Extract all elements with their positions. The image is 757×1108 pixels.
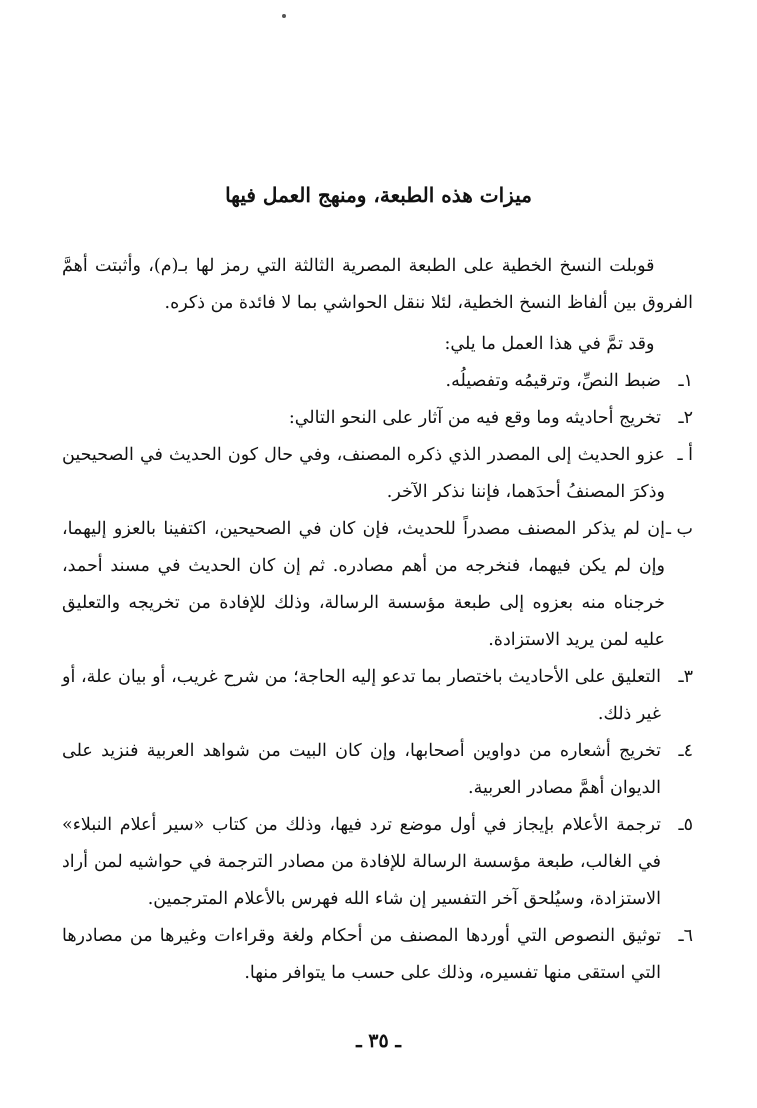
sub-item-a: [62, 437, 693, 511]
sub-item-letter: ب ـ: [665, 519, 693, 539]
list-item-number: ٦ـ: [678, 926, 693, 946]
section-heading: ميزات هذه الطبعة، ومنهج العمل فيها: [225, 183, 532, 207]
list-item-4: [62, 733, 693, 807]
sub-item-letter: أ ـ: [677, 445, 693, 465]
list-item-1: [62, 363, 693, 400]
list-item-number: ٢ـ: [678, 408, 693, 428]
lead-in-paragraph: وقد تمَّ في هذا العمل ما يلي:: [444, 334, 655, 354]
scan-speck: [282, 14, 286, 18]
list-item-text: تخريج أشعاره من دواوين أصحابها، وإن كان البيت من شواهد العربية فنزيد على الديوان أهمَّ مصادر العربية.: [62, 741, 661, 798]
page-number: ـ ٣٥ ـ: [356, 1030, 401, 1052]
list-item-text: ضبط النصِّ، وترقيمُه وتفصيلُه.: [445, 371, 661, 391]
list-item-5: [62, 807, 693, 918]
sub-item-text: عزو الحديث إلى المصدر الذي ذكره المصنف، وفي حال كون الحديث في الصحيحين وذكرَ المصنفُ أحدَهما، فإننا نذكر الآخر.: [62, 445, 665, 502]
list-item-text: توثيق النصوص التي أوردها المصنف من أحكام ولغة وقراءات وغيرها من مصادرها التي استقى منها تفسيره، وذلك على حسب ما يتوافر منها.: [62, 926, 661, 983]
intro-paragraph: قوبلت النسخ الخطية على الطبعة المصرية الثالثة التي رمز لها بـ(م)، وأثبتت أهمَّ الفروق بين ألفاظ النسخ الخطية، لئلا ننقل الحواشي بما لا فائدة من ذكره.: [62, 256, 693, 313]
sub-item-b: [62, 511, 693, 659]
list-item-number: ١ـ: [678, 371, 693, 391]
list-item-number: ٤ـ: [678, 741, 693, 761]
list-item-2: [62, 400, 693, 437]
list-item-6: [62, 918, 693, 992]
list-item-number: ٣ـ: [678, 667, 693, 687]
sub-item-text: إن لم يذكر المصنف مصدراً للحديث، فإن كان في الصحيحين، اكتفينا بالعزو إليهما، وإن لم يكن فيهما، فنخرجه من أهم مصادره. ثم إن كان الحديث في مسند أحمد، خرجناه منه بعزوه إلى طبعة مؤسسة الرسالة، وذلك للإفادة من تخريجه والتعليق عليه لمن يريد الاستزادة.: [62, 519, 665, 650]
list-item-number: ٥ـ: [678, 815, 693, 835]
list-item-text: التعليق على الأحاديث باختصار بما تدعو إليه الحاجة؛ من شرح غريب، أو بيان علة، أو غير ذلك.: [62, 667, 661, 724]
list-item-3: [62, 659, 693, 733]
list-item-text: تخريج أحاديثه وما وقع فيه من آثار على النحو التالي:: [288, 408, 661, 428]
body-text: [62, 248, 693, 992]
list-item-text: ترجمة الأعلام بإيجاز في أول موضع ترد فيها، وذلك من كتاب «سير أعلام النبلاء» في الغالب، طبعة مؤسسة الرسالة للإفادة من مصادر الترجمة في حواشيه لمن أراد الاستزادة، وسيُلحق آخر التفسير إن شاء الله فهرس بالأعلام المترجمين.: [62, 815, 661, 909]
